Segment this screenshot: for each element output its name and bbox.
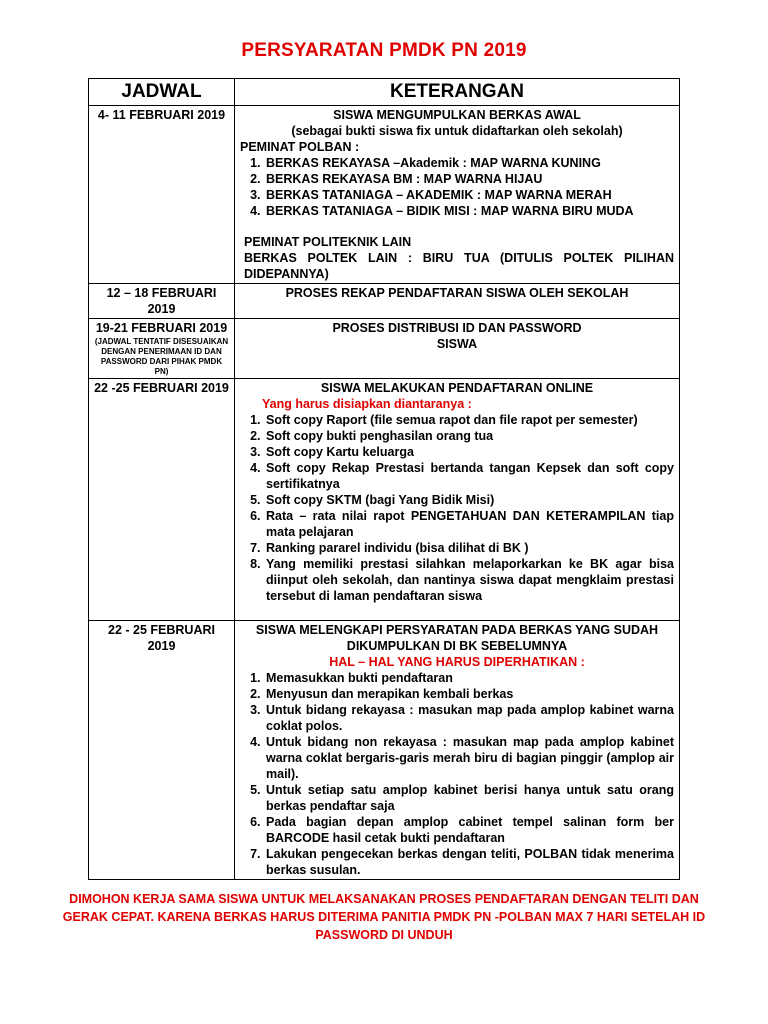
list-item: 2. Menyusun dan merapikan kembali berkas [264,686,674,702]
table-header-row [89,79,680,106]
checklist [240,670,674,878]
row-description [235,319,680,379]
list-item: 3. Soft copy Kartu keluarga [264,444,674,460]
list-item: 1. BERKAS REKAYASA –Akademik : MAP WARNA KUNING [264,155,674,171]
row-description: PROSES REKAP PENDAFTARAN SISWA OLEH SEKOLAH [235,284,680,319]
row-description [235,106,680,284]
schedule-table [88,78,680,880]
list-item: 6. Pada bagian depan amplop cabinet tempel salinan form ber BARCODE hasil cetak bukti pendaftaran [264,814,674,846]
row-line: PROSES DISTRIBUSI ID DAN PASSWORD [332,321,582,335]
row-subheading: Yang harus disiapkan diantaranya : [262,397,472,411]
row-date: 22 - 25 FEBRUARI 2019 [89,621,235,880]
row-subheading: HAL – HAL YANG HARUS DIPERHATIKAN : [329,655,585,669]
row-date-note: (JADWAL TENTATIF DISESUAIKAN DENGAN PENERIMAAN ID DAN PASSWORD DARI PIHAK PMDK PN) [94,337,229,376]
list-item: 6. Rata – rata nilai rapot PENGETAHUAN DAN KETERAMPILAN tiap mata pelajaran [264,508,674,540]
row-date: 12 – 18 FEBRUARI 2019 [89,284,235,319]
row-heading: SISWA MENGUMPULKAN BERKAS AWAL [333,108,581,122]
row-line: SISWA [436,337,478,351]
row-heading: SISWA MELAKUKAN PENDAFTARAN ONLINE [320,381,594,395]
list-item: 4. Untuk bidang non rekayasa : masukan map pada amplop kabinet warna coklat bergaris-garis merah biru di bagian pinggir (amplop air mail). [264,734,674,782]
list-item: 1. Soft copy Raport (file semua rapot dan file rapot per semester) [264,412,674,428]
table-row [89,379,680,621]
row-description [235,621,680,880]
polban-label: PEMINAT POLBAN : [240,140,360,154]
table-row [89,621,680,880]
row-subheading: (sebagai bukti siswa fix untuk didaftarkan oleh sekolah) [291,124,623,138]
page-title: PERSYARATAN PMDK PN 2019 [241,40,527,61]
row-date: 19-21 FEBRUARI 2019 [95,321,228,335]
list-item: 8. Yang memiliki prestasi silahkan melaporkarkan ke BK agar bisa diinput oleh sekolah, dan nantinya siswa dapat mengklaim prestasi tersebut di laman pendaftaran siswa [264,556,674,604]
table-row [89,284,680,319]
list-item: 2. Soft copy bukti penghasilan orang tua [264,428,674,444]
row-date: 4- 11 FEBRUARI 2019 [89,106,235,284]
header-keterangan: KETERANGAN [235,79,680,106]
row-heading: SISWA MELENGKAPI PERSYARATAN PADA BERKAS YANG SUDAH DIKUMPULKAN DI BK SEBELUMNYA [255,623,659,653]
footer-notice: DIMOHON KERJA SAMA SISWA UNTUK MELAKSANAKAN PROSES PENDAFTARAN DENGAN TELITI DAN GERAK CEPAT. KARENA BERKAS HARUS DITERIMA PANITIA PMDK PN -POLBAN MAX 7 HARI SETELAH ID PASSWORD DI UNDUH [62,892,706,942]
other-poltek-label: PEMINAT POLITEKNIK LAIN [244,235,412,249]
other-poltek-text: BERKAS POLTEK LAIN : BIRU TUA (DITULIS POLTEK PILIHAN DIDEPANNYA) [244,251,674,281]
list-item: 5. Untuk setiap satu amplop kabinet berisi hanya untuk satu orang berkas pendaftar saja [264,782,674,814]
row-date: 22 -25 FEBRUARI 2019 [89,379,235,621]
table-row [89,319,680,379]
list-item: 4. Soft copy Rekap Prestasi bertanda tangan Kepsek dan soft copy sertifikatnya [264,460,674,492]
row-date-cell [89,319,235,379]
list-item: 7. Ranking pararel individu (bisa dilihat di BK ) [264,540,674,556]
list-item: 4. BERKAS TATANIAGA – BIDIK MISI : MAP WARNA BIRU MUDA [264,203,674,219]
requirements-list [240,412,674,604]
list-item: 5. Soft copy SKTM (bagi Yang Bidik Misi) [264,492,674,508]
list-item: 7. Lakukan pengecekan berkas dengan teliti, POLBAN tidak menerima berkas susulan. [264,846,674,878]
list-item: 3. Untuk bidang rekayasa : masukan map pada amplop kabinet warna coklat polos. [264,702,674,734]
list-item: 1. Memasukkan bukti pendaftaran [264,670,674,686]
list-item: 2. BERKAS REKAYASA BM : MAP WARNA HIJAU [264,171,674,187]
table-row [89,106,680,284]
row-description [235,379,680,621]
list-item: 3. BERKAS TATANIAGA – AKADEMIK : MAP WARNA MERAH [264,187,674,203]
polban-list [240,155,674,219]
header-jadwal: JADWAL [89,79,235,106]
